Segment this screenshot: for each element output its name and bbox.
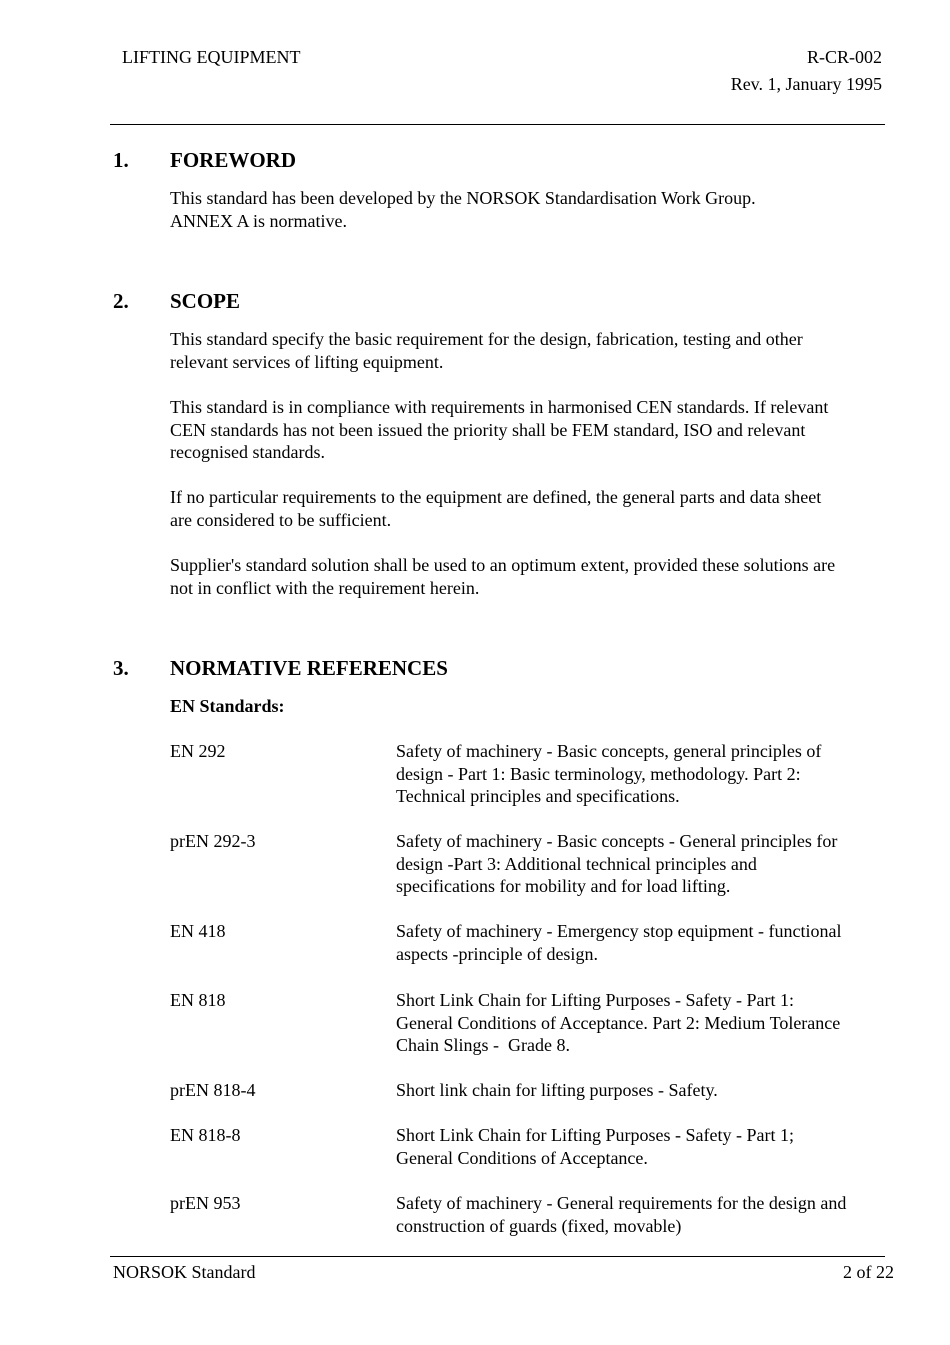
section-number-foreword: 1. [113,148,129,172]
text-line: not in conflict with the requirement herein. [170,577,480,598]
reference-code: prEN 818-4 [170,1080,256,1100]
scope-paragraph-2 [170,396,890,464]
reference-description [396,740,896,808]
text-line: Technical principles and specifications. [396,786,680,807]
reference-code: EN 818 [170,990,226,1010]
text-line: This standard specify the basic requirement for the design, fabrication, testing and other [170,329,803,349]
scope-paragraph-1 [170,328,890,373]
footer-publisher: NORSOK Standard [113,1262,256,1282]
text-line: Safety of machinery - Emergency stop equipment - functional [396,921,842,941]
text-line: Chain Slings - Grade 8. [396,1035,570,1056]
reference-description [396,1079,896,1102]
text-line: Safety of machinery - General requirements for the design and [396,1193,847,1213]
section-title-references: NORMATIVE REFERENCES [170,656,448,680]
section-title-scope: SCOPE [170,289,241,313]
scope-paragraph-3 [170,486,890,531]
en-standards-subheading: EN Standards: [170,696,285,716]
header-divider [110,124,885,125]
reference-description [396,920,896,965]
reference-code: prEN 292-3 [170,831,256,851]
text-line: General Conditions of Acceptance. Part 2: Medium Tolerance [396,1012,841,1033]
text-line: construction of guards (fixed, movable) [396,1215,682,1236]
text-line: General Conditions of Acceptance. [396,1147,648,1168]
text-line: relevant services of lifting equipment. [170,351,444,372]
text-line: Safety of machinery - Basic concepts - General principles for [396,831,838,851]
reference-description [396,1192,896,1237]
text-line: CEN standards has not been issued the priority shall be FEM standard, ISO and relevant [170,419,806,440]
section-number-scope: 2. [113,289,129,313]
text-line: This standard has been developed by the NORSOK Standardisation Work Group. [170,188,756,208]
text-line: ANNEX A is normative. [170,210,347,231]
text-line: Short link chain for lifting purposes - Safety. [396,1080,718,1100]
text-line: design - Part 1: Basic terminology, methodology. Part 2: [396,763,801,784]
text-line: Supplier's standard solution shall be used to an optimum extent, provided these solutions are [170,555,836,575]
footer-divider [110,1256,885,1257]
reference-code: EN 292 [170,741,226,761]
section-number-references: 3. [113,656,129,680]
header-revision: Rev. 1, January 1995 [730,74,882,94]
reference-code: prEN 953 [170,1193,241,1213]
text-line: aspects -principle of design. [396,943,598,964]
text-line: design -Part 3: Additional technical principles and [396,853,757,874]
text-line: Short Link Chain for Lifting Purposes - Safety - Part 1; [396,1125,794,1145]
footer-page-number: 2 of 22 [843,1262,894,1282]
scope-paragraph-4 [170,554,890,599]
section-title-foreword: FOREWORD [170,148,296,172]
reference-code: EN 818-8 [170,1125,241,1145]
text-line: Safety of machinery - Basic concepts, general principles of [396,741,822,761]
text-line: specifications for mobility and for load lifting. [396,876,731,897]
text-line: If no particular requirements to the equipment are defined, the general parts and data sheet [170,487,822,507]
text-line: This standard is in compliance with requirements in harmonised CEN standards. If relevant [170,397,829,417]
reference-description [396,830,896,898]
header-doc-id: R-CR-002 [806,47,882,67]
foreword-text [170,187,890,232]
text-line: recognised standards. [170,442,325,463]
text-line: Short Link Chain for Lifting Purposes - Safety - Part 1: [396,990,794,1010]
reference-code: EN 418 [170,921,226,941]
text-line: are considered to be sufficient. [170,509,392,530]
reference-description [396,989,896,1057]
header-title: LIFTING EQUIPMENT [122,47,301,67]
reference-description [396,1124,896,1169]
